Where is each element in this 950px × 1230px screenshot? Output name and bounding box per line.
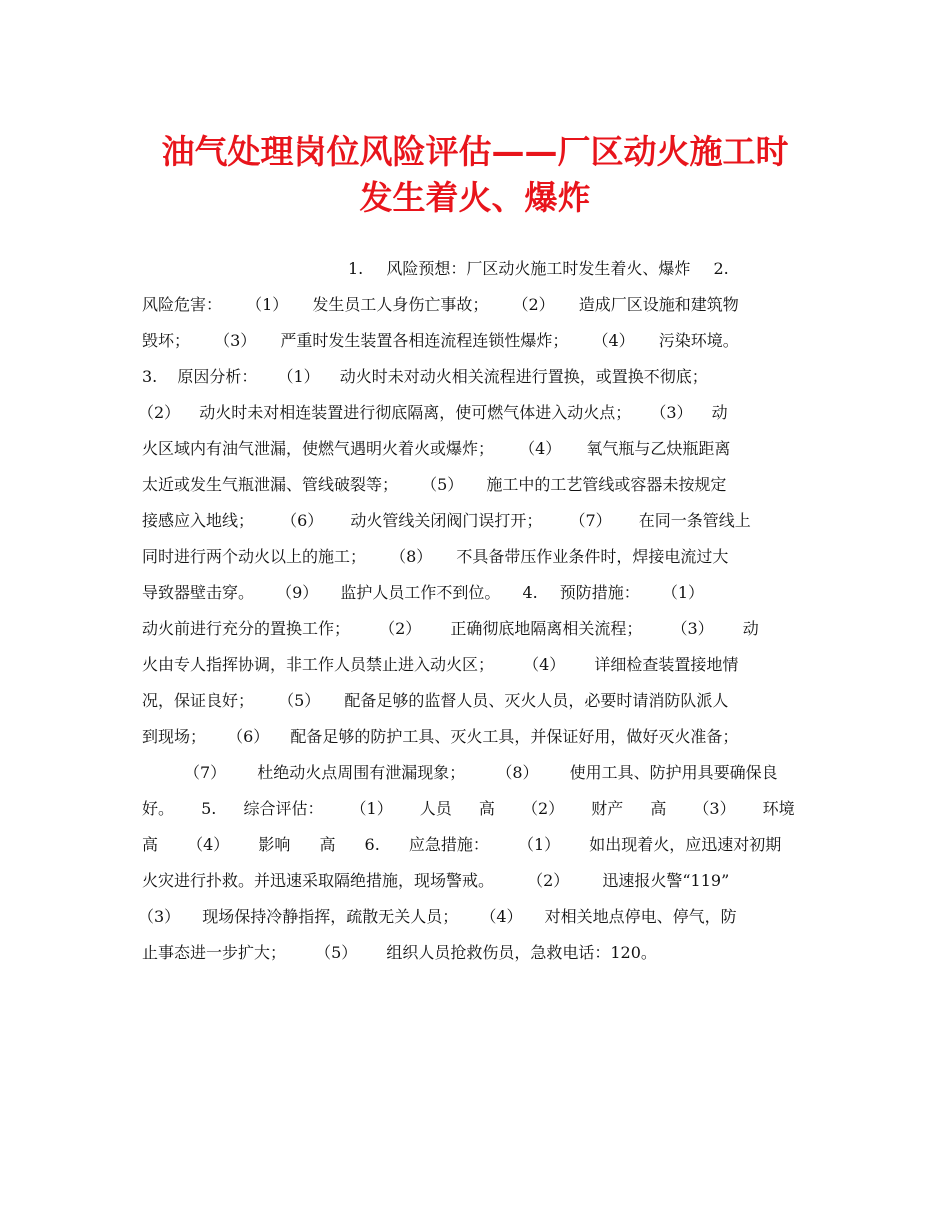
body-line: （3） 现场保持冷静指挥，疏散无关人员； （4） 对相关地点停电、停气，防 — [138, 907, 737, 926]
body-line: 3. 原因分析： （1） 动火时未对动火相关流程进行置换，或置换不彻底； — [142, 367, 708, 386]
body-line: 好。 5. 综合评估： （1） 人员 高 （2） 财产 高 （3） 环境 — [142, 799, 795, 818]
body-line: 太近或发生气瓶泄漏、管线破裂等； （5） 施工中的工艺管线或容器未按规定 — [142, 475, 727, 494]
body-line: 火灾进行扑救。并迅速采取隔绝措施，现场警戒。 （2） 迅速报火警“119” — [142, 871, 730, 890]
document-title-line-1: 油气处理岗位风险评估——厂区动火施工时 — [161, 132, 789, 171]
body-line: 火由专人指挥协调，非工作人员禁止进入动火区； （4） 详细检查装置接地情 — [142, 655, 739, 674]
body-line: 到现场； （6） 配备足够的防护工具、灭火工具，并保证好用，做好灭火准备； — [142, 727, 739, 746]
body-line: 况，保证良好； （5） 配备足够的监督人员、灭火人员，必要时请消防队派人 — [142, 691, 729, 710]
body-line: 止事态进一步扩大； （5） 组织人员抢救伤员，急救电话：120。 — [142, 943, 657, 962]
body-line: 火区域内有油气泄漏，使燃气遇明火着火或爆炸； （4） 氧气瓶与乙炔瓶距离 — [142, 439, 731, 458]
body-line: 高 （4） 影响 高 6. 应急措施： （1） 如出现着火，应迅速对初期 — [142, 835, 782, 854]
body-line: 接感应入地线； （6） 动火管线关闭阀门误打开； （7） 在同一条管线上 — [142, 511, 751, 530]
body-line: 1. 风险预想：厂区动火施工时发生着火、爆炸 2. — [348, 259, 729, 278]
body-line: 毁坏； （3） 严重时发生装置各相连流程连锁性爆炸； （4） 污染环境。 — [142, 331, 739, 350]
body-line: 动火前进行充分的置换工作； （2） 正确彻底地隔离相关流程； （3） 动 — [142, 619, 759, 638]
body-line: （7） 杜绝动火点周围有泄漏现象； （8） 使用工具、防护用具要确保良 — [184, 763, 778, 782]
body-line: 导致器壁击穿。 （9） 监护人员工作不到位。 4. 预防措施： （1） — [142, 583, 705, 602]
document-title-line-2: 发生着火、爆炸 — [359, 178, 591, 217]
body-line: 同时进行两个动火以上的施工； （8） 不具备带压作业条件时，焊接电流过大 — [142, 547, 729, 566]
body-line: 风险危害： （1） 发生员工人身伤亡事故； （2） 造成厂区设施和建筑物 — [142, 295, 739, 314]
body-line: （2） 动火时未对相连装置进行彻底隔离，使可燃气体进入动火点； （3） 动 — [138, 403, 728, 422]
